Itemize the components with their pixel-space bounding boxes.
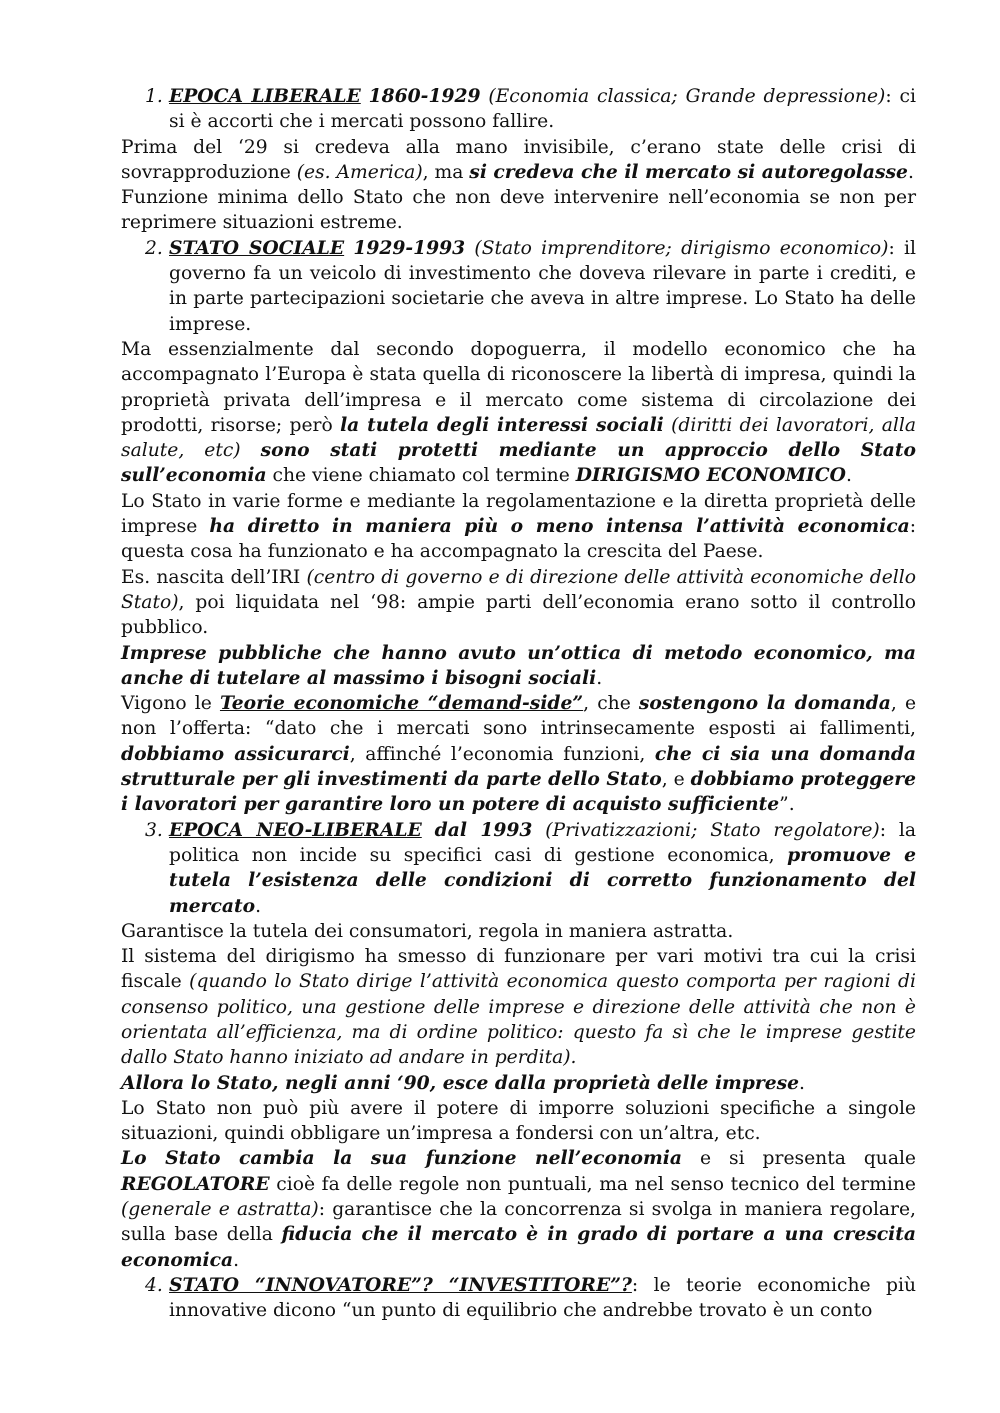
text-run: (centro di governo e di direzione delle attività economiche dello Stato) (121, 566, 916, 613)
text-run: DIRIGISMO ECONOMICO (575, 464, 846, 487)
text-run: cioè fa delle regole non puntuali, ma nel senso tecnico del termine (269, 1173, 916, 1195)
section-text: : il governo fa un veicolo di investimento che doveva rilevare in parte i crediti, e in parte partecipazioni societarie che aveva in altre imprese. Lo Stato ha delle imprese. (169, 237, 916, 335)
section-years: 1929-1993 (353, 236, 466, 259)
section-title: STATO SOCIALE (169, 236, 345, 259)
list-number: 1. (145, 86, 163, 107)
text-run: dobbiamo proteggere i lavoratori per garantire loro un potere di acquisto sufficiente (121, 768, 916, 816)
text-run: . (799, 1072, 805, 1094)
text-run: (diritti dei lavoratori, alla salute, etc) (121, 414, 917, 462)
text-run: la tutela degli interessi sociali (340, 413, 664, 436)
text-run: fiducia che il mercato è in grado di portare a una crescita economica (121, 1223, 916, 1271)
paragraph (121, 1146, 916, 1272)
section-text: : ci si è accorti che i mercati possono fallire. (169, 86, 916, 133)
text-run: Es. nascita dell’IRI (121, 566, 307, 588)
paragraph (121, 135, 916, 186)
text-run: , ma (422, 161, 470, 183)
list-number: 3. (145, 819, 163, 841)
text-run: Vigono le (121, 693, 220, 715)
text-run: . (233, 1249, 240, 1271)
section-subtitle: (Economia classica; Grande depressione) (488, 86, 886, 107)
text-run: dobbiamo assicurarci (121, 742, 350, 765)
text-run: (quando lo Stato dirige l’attività economica questo comporta per ragioni di consenso politico, una gestione delle imprese e direzione delle attività che non è orientata all’efficienza, ma di ordine politico: questo fa sì che le imprese gestite dallo Stato hanno iniziato ad andare in perdita). (121, 971, 916, 1069)
section-text: : la politica non incide su specifici casi di gestione economica, (169, 819, 916, 866)
text-run: : garantisce che la concorrenza si svolga in maniera regolare, sulla base della (121, 1199, 916, 1246)
text-run: Imprese pubbliche che hanno avuto un’ottica di metodo economico, ma anche di tutelare al massimo i bisogni sociali (121, 641, 916, 689)
section-subtitle: (Privatizzazioni; Stato regolatore) (545, 819, 880, 841)
text-run: , poi liquidata nel ‘98: ampie parti dell’economia erano sotto il controllo pubblico. (121, 591, 916, 639)
text-run: . (907, 161, 914, 183)
text-run: sono stati protetti mediante un approccio dello Stato sull’economia (121, 439, 916, 487)
list-item-stato-innovatore (121, 1273, 916, 1324)
text-run: si credeva che il mercato si autoregolasse (469, 160, 908, 183)
paragraph: Lo Stato non può più avere il potere di imporre soluzioni specifiche a singole situazioni, quindi obbligare un’impresa a fondersi con un’altra, etc. (121, 1097, 916, 1145)
document-page (121, 84, 916, 1324)
paragraph (121, 944, 916, 1070)
paragraph (121, 1071, 916, 1096)
text-run: Teorie economiche “demand-side” (219, 692, 584, 715)
text-run: , e non l’offerta: “dato che i mercati sono intrinsecamente esposti ai fallimenti, (121, 693, 917, 740)
section-years: dal 1993 (434, 818, 533, 841)
text-run: . (845, 465, 852, 487)
section-years: 1860-1929 (368, 85, 481, 107)
paragraph (121, 337, 916, 489)
text-run: . (596, 667, 603, 689)
text-run: , affinché l’economia funzioni, (349, 743, 655, 765)
text-run: che viene chiamato col termine (266, 465, 576, 487)
paragraph (121, 691, 916, 817)
text-run: ha diretto in maniera più o meno intensa l’attività economica (209, 515, 910, 538)
list-item-stato-sociale (121, 236, 916, 337)
text-run: (generale e astratta) (121, 1199, 319, 1221)
text-run: e si presenta quale (681, 1148, 916, 1170)
section-subtitle: (Stato imprenditore; dirigismo economico) (474, 237, 889, 259)
paragraph (121, 641, 916, 692)
text-run: Il sistema del dirigismo ha smesso di funzionare per vari motivi tra cui la crisi fiscale (121, 946, 916, 993)
paragraph (121, 489, 916, 565)
section-emphasis: promuove e tutela l’esistenza delle condizioni di corretto funzionamento del mercato (169, 843, 916, 917)
text-run: , che (583, 693, 639, 715)
section-text: : le teorie economiche più innovative dicono “un punto di equilibrio che andrebbe trovato è un conto (169, 1274, 916, 1322)
text-run: Prima del ‘29 si credeva alla mano invisibile, c’erano state delle crisi di sovrapproduzione (121, 136, 916, 183)
section-title: EPOCA NEO-LIBERALE (169, 818, 422, 841)
text-run: Lo Stato in varie forme e mediante la regolamentazione e la diretta proprietà delle imprese (121, 490, 916, 538)
list-number: 4. (145, 1274, 163, 1296)
paragraph: Funzione minima dello Stato che non deve intervenire nell’economia se non per reprimere situazioni estreme. (121, 187, 916, 234)
list-item-epoca-liberale (121, 84, 916, 135)
paragraph (121, 565, 916, 641)
text-run: Lo Stato cambia la sua funzione nell’economia (121, 1147, 682, 1170)
text-run: : questa cosa ha funzionato e ha accompagnato la crescita del Paese. (121, 516, 917, 563)
text-run: che ci sia una domanda strutturale per gli investimenti da parte dello Stato (121, 742, 917, 791)
text-run: ”. (779, 794, 795, 816)
list-item-epoca-neo-liberale (121, 818, 916, 919)
text-run: Allora lo Stato, negli anni ‘90, esce dalla proprietà delle imprese (121, 1071, 800, 1094)
section-title: STATO “INNOVATORE”? “INVESTITORE”? (169, 1273, 632, 1296)
section-title: EPOCA LIBERALE (169, 85, 361, 107)
text-run: REGOLATORE (121, 1172, 270, 1195)
text-run: sostengono la domanda (638, 692, 891, 715)
paragraph: Garantisce la tutela dei consumatori, regola in maniera astratta. (121, 920, 734, 942)
text-run: (es. America) (296, 161, 423, 183)
text-run: Ma essenzialmente dal secondo dopoguerra, il modello economico che ha accompagnato l’Europa è stata quella di riconoscere la libertà di impresa, quindi la proprietà privata dell’impresa e il mercato come sistema di circolazione dei prodotti, risorse; però (121, 338, 916, 436)
section-text-end: . (255, 895, 262, 917)
text-run: , e (661, 769, 691, 791)
list-number: 2. (145, 237, 163, 259)
